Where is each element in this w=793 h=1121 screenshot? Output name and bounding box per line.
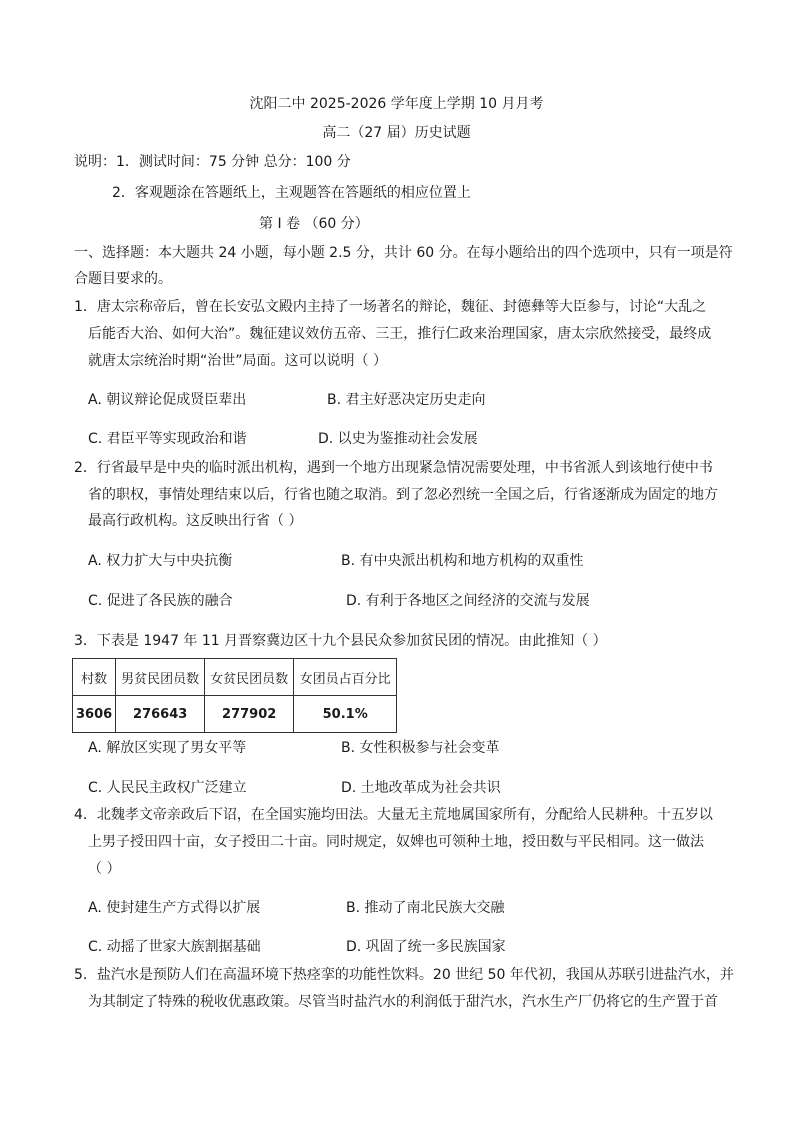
question-3-option-c: C. 人民民主政权广泛建立 xyxy=(88,780,247,796)
question-3-option-a: A. 解放区实现了男女平等 xyxy=(88,740,247,756)
section-intro-line-2: 合题目要求的。 xyxy=(74,271,172,287)
question-4-line-1: 4．北魏孝文帝亲政后下诏，在全国实施均田法。大量无主荒地属国家所有，分配给人民耕种。十五岁以 xyxy=(74,807,713,823)
question-4-option-a: A. 使封建生产方式得以扩展 xyxy=(88,900,261,916)
question-1-option-c: C. 君臣平等实现政治和谐 xyxy=(88,431,247,447)
question-3-line-1: 3．下表是 1947 年 11 月晋察冀边区十九个县民众参加贫民团的情况。由此推知（ ） xyxy=(74,633,607,649)
question-1-option-a: A. 朝议辩论促成贤臣辈出 xyxy=(88,392,247,408)
question-1-line-2: 后能否大治、如何大治”。魏征建议效仿五帝、三王，推行仁政来治理国家，唐太宗欣然接受，最终成 xyxy=(88,326,712,342)
question-2-line-3: 最高行政机构。这反映出行省（ ） xyxy=(88,513,303,529)
table-header-cell: 村数 xyxy=(73,659,116,696)
question-2-line-2: 省的职权，事情处理结束以后，行省也随之取消。到了忽必烈统一全国之后，行省逐渐成为固定的地方 xyxy=(88,487,718,503)
table-row xyxy=(73,696,397,733)
question-5-line-2: 为其制定了特殊的税收优惠政策。尽管当时盐汽水的利润低于甜汽水，汽水生产厂仍将它的生产置于首 xyxy=(88,994,718,1010)
table-header-cell: 女贫民团员数 xyxy=(205,659,294,696)
question-2-line-1: 2．行省最早是中央的临时派出机构，遇到一个地方出现紧急情况需要处理，中书省派人到该地行使中书 xyxy=(74,460,713,476)
question-4-line-2: 上男子授田四十亩，女子授田二十亩。同时规定，奴婢也可领种土地，授田数与平民相同。这一做法 xyxy=(88,834,704,850)
question-2-option-b: B. 有中央派出机构和地方机构的双重性 xyxy=(341,553,584,569)
section-intro-line-1: 一、选择题：本大题共 24 小题，每小题 2.5 分，共计 60 分。在每小题给出的四个选项中，只有一项是符 xyxy=(74,245,733,261)
question-3-option-b: B. 女性积极参与社会变革 xyxy=(341,740,500,756)
question-1-option-b: B. 君主好恶决定历史走向 xyxy=(327,392,486,408)
question-2-option-c: C. 促进了各民族的融合 xyxy=(88,593,233,609)
section-label: 第 I 卷 （60 分） xyxy=(259,216,369,232)
table-header-row xyxy=(73,659,397,696)
table-header-cell: 男贫民团员数 xyxy=(116,659,205,696)
question-4-line-3: （ ） xyxy=(88,861,121,877)
question-1-option-d: D. 以史为鉴推动社会发展 xyxy=(318,431,478,447)
table-cell: 50.1% xyxy=(294,696,397,733)
table-cell: 277902 xyxy=(205,696,294,733)
question-1-line-3: 就唐太宗统治时期“治世”局面。这可以说明（ ） xyxy=(88,353,387,369)
exam-subtitle: 高二（27 届）历史试题 xyxy=(322,125,471,141)
question-4-option-d: D. 巩固了统一多民族国家 xyxy=(346,939,506,955)
table-cell: 276643 xyxy=(116,696,205,733)
question-2-option-a: A. 权力扩大与中央抗衡 xyxy=(88,553,233,569)
question-3-option-d: D. 土地改革成为社会共识 xyxy=(341,780,501,796)
question-4-option-c: C. 动摇了世家大族割据基础 xyxy=(88,939,261,955)
question-4-option-b: B. 推动了南北民族大交融 xyxy=(346,900,505,916)
exam-title: 沈阳二中 2025-2026 学年度上学期 10 月月考 xyxy=(249,96,544,112)
question-2-option-d: D. 有利于各地区之间经济的交流与发展 xyxy=(346,593,590,609)
table-header-cell: 女团员占百分比 xyxy=(294,659,397,696)
question-5-line-1: 5．盐汽水是预防人们在高温环境下热痉挛的功能性饮料。20 世纪 50 年代初，我国从苏联引进盐汽水，并 xyxy=(74,967,734,983)
question-1-line-1: 1．唐太宗称帝后，曾在长安弘文殿内主持了一场著名的辩论，魏征、封德彝等大臣参与，讨论“大乱之 xyxy=(74,299,707,315)
instructions-line-1: 说明：1．测试时间：75 分钟 总分：100 分 xyxy=(74,154,351,170)
instructions-line-2: 2．客观题涂在答题纸上，主观题答在答题纸的相应位置上 xyxy=(112,185,471,201)
enrollment-table xyxy=(72,658,397,733)
table-cell: 3606 xyxy=(73,696,116,733)
